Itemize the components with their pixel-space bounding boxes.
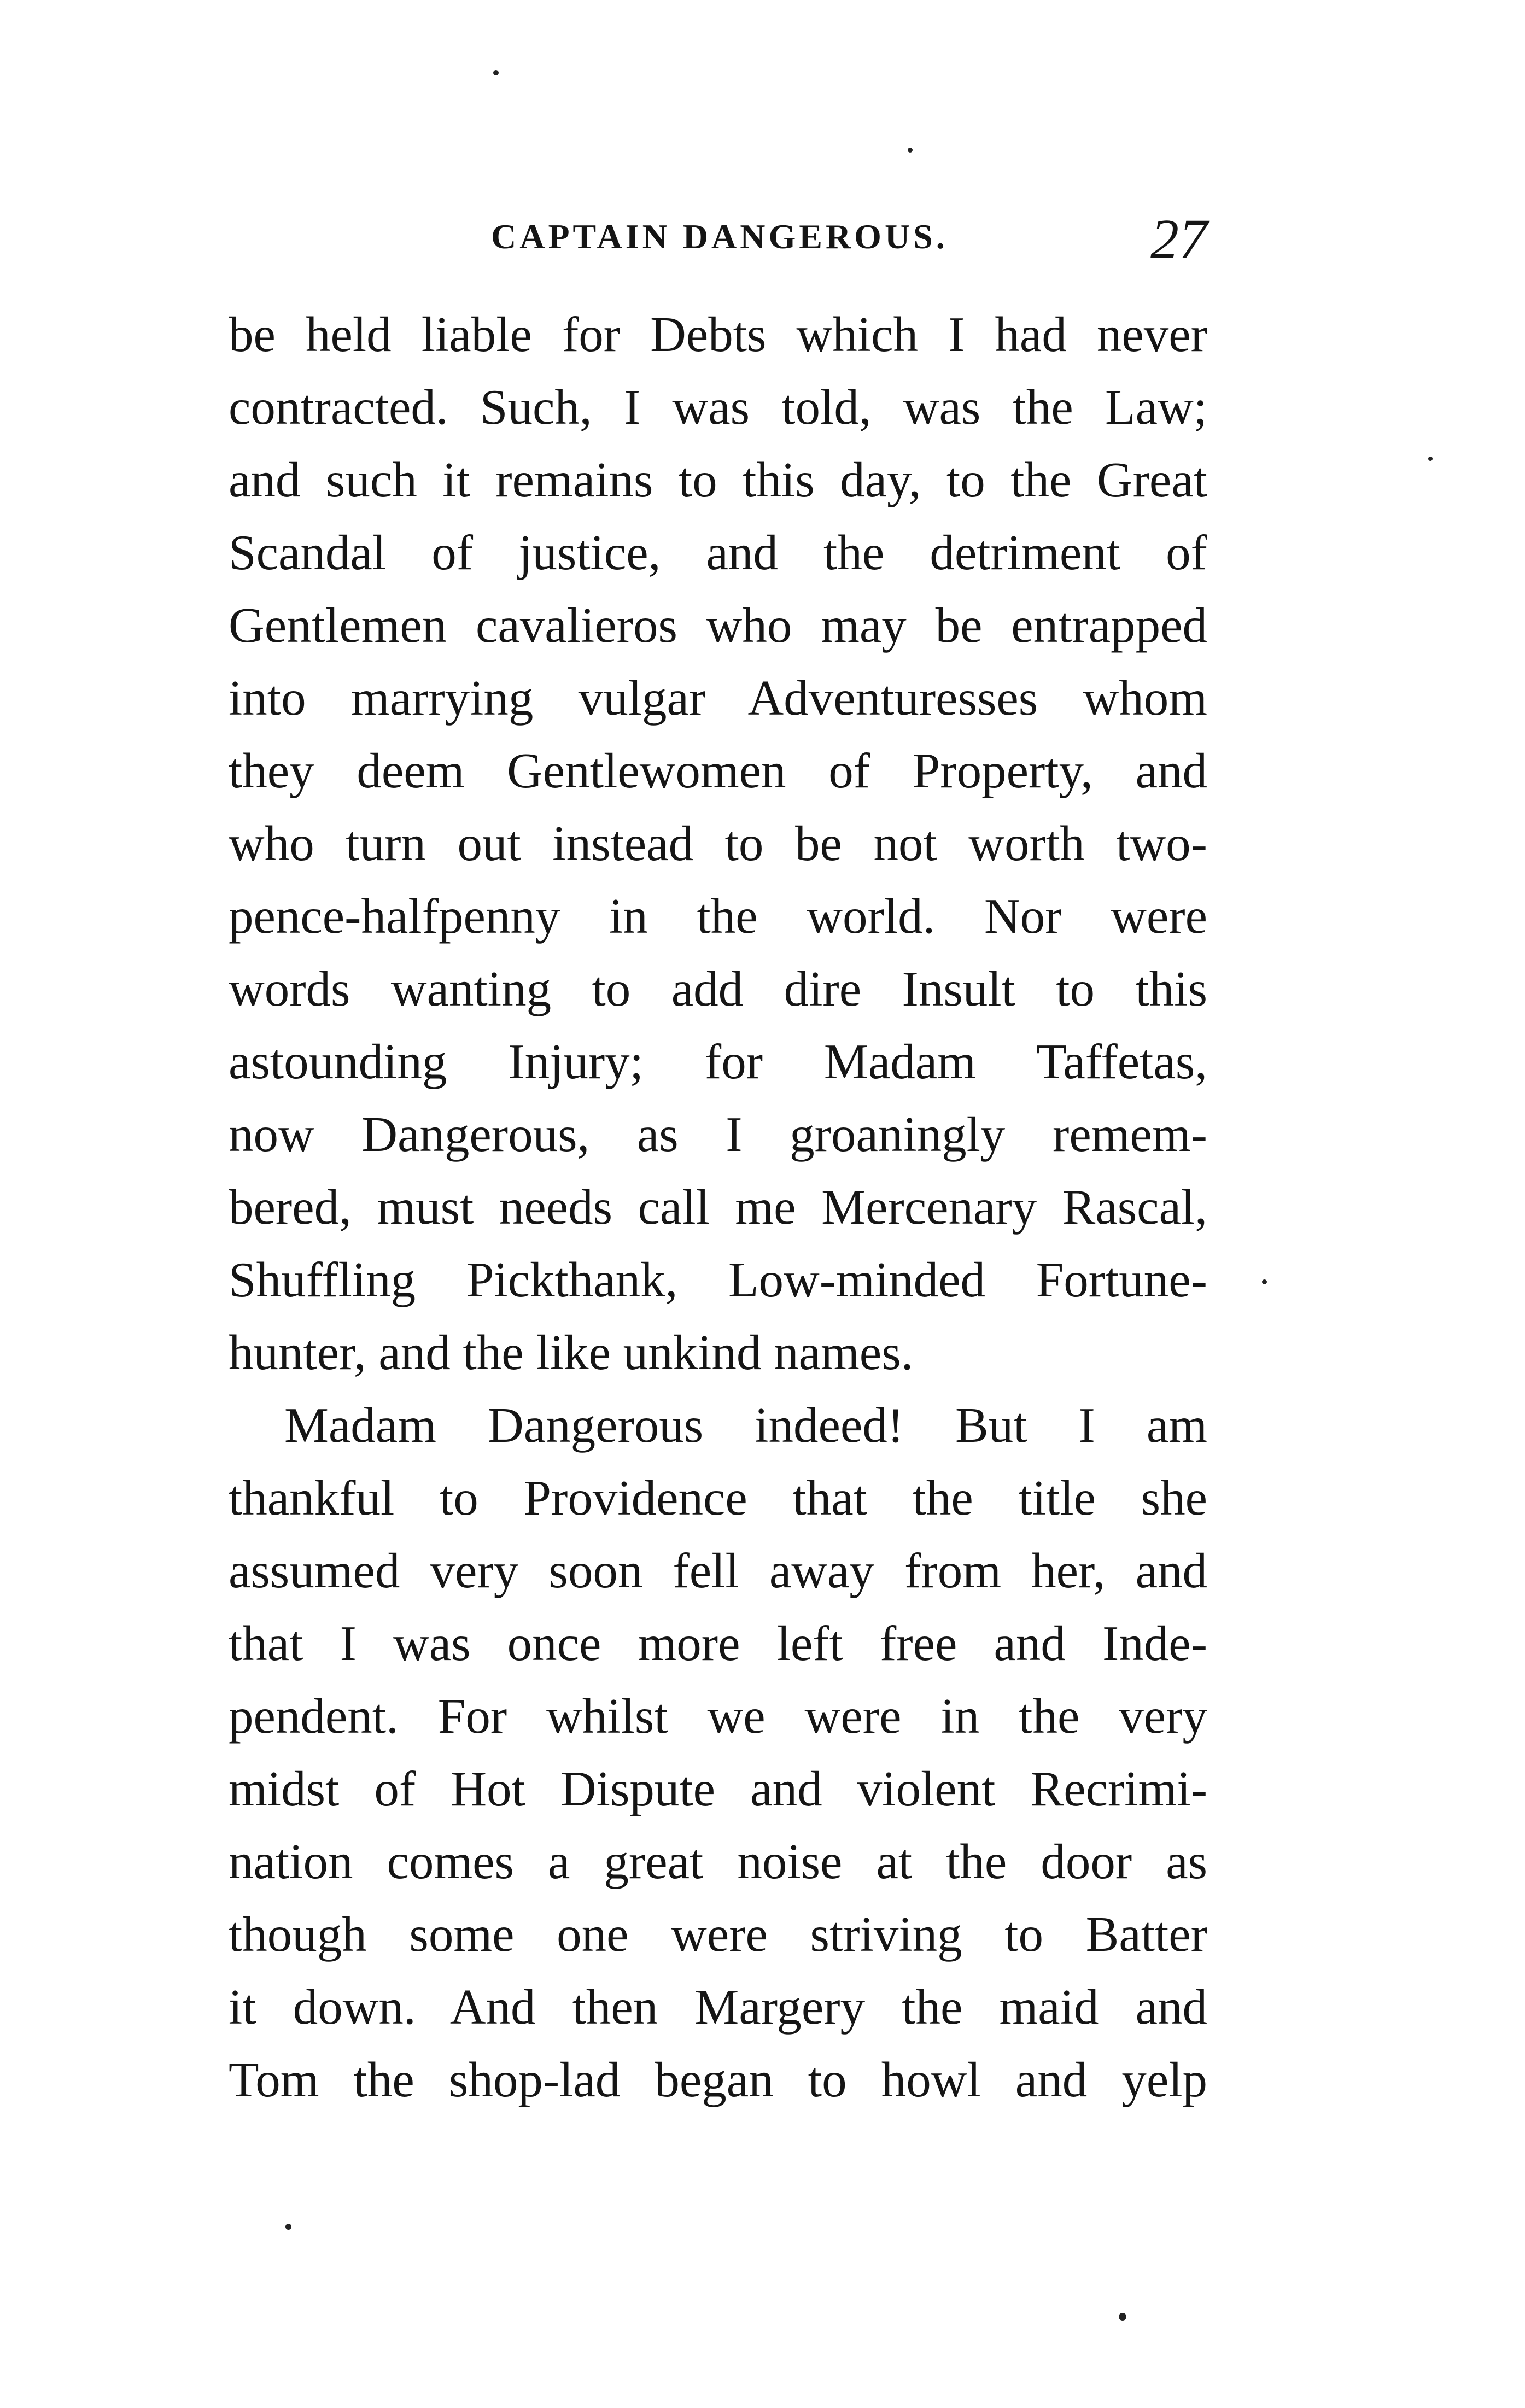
ink-speck	[908, 148, 913, 153]
paragraph-end-line: hunter, and the like unkind names.	[229, 1325, 914, 1380]
running-head	[229, 207, 1207, 271]
ink-speck	[1119, 2313, 1126, 2321]
text-line: astounding Injury; for Madam Taffetas,	[229, 1034, 1207, 1089]
text-line: now Dangerous, as I groaningly remem-	[229, 1107, 1207, 1162]
text-line: contracted. Such, I was told, was the Law;	[229, 379, 1207, 435]
text-line: that I was once more left free and Inde-	[229, 1616, 1207, 1671]
paragraph-start-line: Madam Dangerous indeed! But I am	[284, 1398, 1207, 1453]
text-line: bered, must needs call me Mercenary Rascal,	[229, 1179, 1207, 1235]
text-line: who turn out instead to be not worth two-	[229, 816, 1207, 871]
running-title: CAPTAIN DANGEROUS.	[491, 217, 948, 256]
text-line: they deem Gentlewomen of Property, and	[229, 743, 1207, 798]
text-line: assumed very soon fell away from her, and	[229, 1543, 1207, 1598]
text-line: nation comes a great noise at the door as	[229, 1834, 1207, 1889]
ink-speck	[493, 70, 499, 75]
text-line: though some one were striving to Batter	[229, 1907, 1207, 1962]
ink-speck	[1428, 457, 1433, 461]
text-line: pence-halfpenny in the world. Nor were	[229, 889, 1207, 944]
ink-speck	[1262, 1279, 1267, 1284]
text-line: into marrying vulgar Adventuresses whom	[229, 670, 1207, 726]
body-text	[229, 298, 1207, 2116]
text-line: thankful to Providence that the title she	[229, 1470, 1207, 1526]
text-line: Gentlemen cavalieros who may be entrapped	[229, 598, 1207, 653]
text-line: and such it remains to this day, to the Great	[229, 452, 1207, 507]
page-number: 27	[1150, 208, 1207, 271]
text-line: Scandal of justice, and the detriment of	[229, 525, 1207, 580]
ink-speck	[285, 2224, 291, 2230]
text-line: be held liable for Debts which I had never	[229, 307, 1207, 362]
text-line: Shuffling Pickthank, Low-minded Fortune-	[229, 1252, 1207, 1307]
text-line: it down. And then Margery the maid and	[229, 1979, 1207, 2035]
text-line: midst of Hot Dispute and violent Recrimi-	[229, 1761, 1207, 1816]
text-line: words wanting to add dire Insult to this	[229, 961, 1207, 1016]
text-line: pendent. For whilst we were in the very	[229, 1688, 1207, 1744]
text-line: Tom the shop-lad began to howl and yelp	[229, 2052, 1207, 2107]
